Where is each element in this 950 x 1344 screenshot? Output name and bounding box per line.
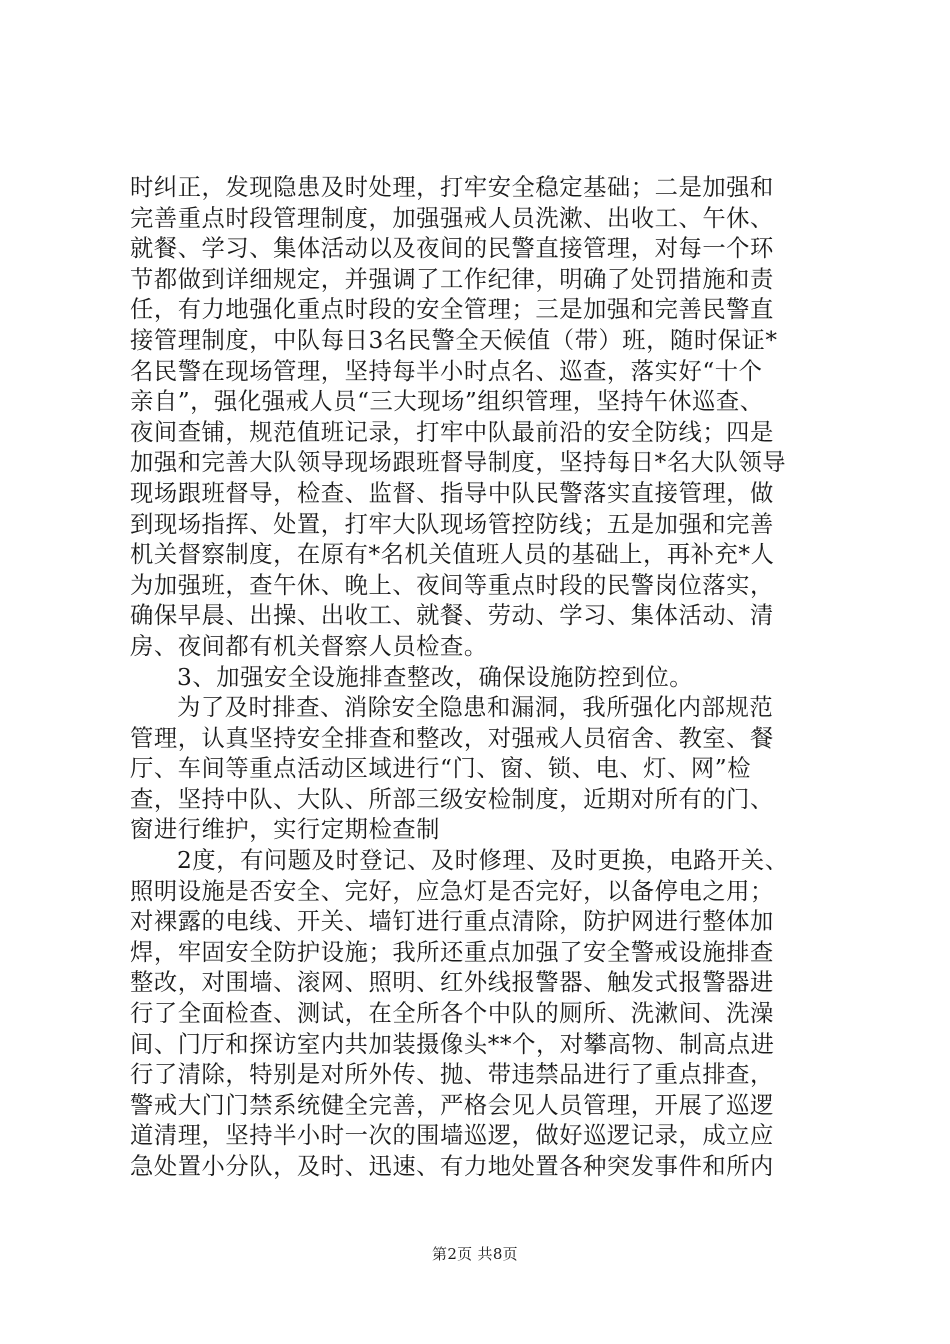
text-line: 节都做到详细规定，并强调了工作纪律，明确了处罚措施和责 (130, 265, 774, 293)
text-line: 警戒大门门禁系统健全完善，严格会见人员管理，开展了巡逻 (130, 1091, 774, 1119)
text-line: 对裸露的电线、开关、墙钉进行重点清除，防护网进行整体加 (130, 908, 774, 936)
text-line: 接管理制度，中队每日3名民警全天候值（带）班，随时保证* (130, 326, 778, 354)
paragraph-first-line: 为了及时排查、消除安全隐患和漏洞，我所强化内部规范 (177, 694, 774, 722)
text-line: 间、门厅和探访室内共加装摄像头**个，对攀高物、制高点进 (130, 1030, 775, 1058)
text-line: 焊，牢固安全防护设施；我所还重点加强了安全警戒设施排查 (130, 938, 774, 966)
text-line: 加强和完善大队领导现场跟班督导制度，坚持每日*名大队领导 (130, 449, 787, 477)
text-line: 整改，对围墙、滚网、照明、红外线报警器、触发式报警器进 (130, 969, 774, 997)
text-line: 照明设施是否安全、完好，应急灯是否完好，以备停电之用； (130, 877, 774, 905)
paragraph-first-line: 2度，有问题及时登记、及时修理、及时更换，电路开关、 (177, 847, 789, 875)
section-heading: 3、加强安全设施排查整改，确保设施防控到位。 (177, 663, 694, 691)
text-line: 名民警在现场管理，坚持每半小时点名、巡查，落实好“十个 (130, 357, 763, 385)
text-line: 夜间查铺，规范值班记录，打牢中队最前沿的安全防线；四是 (130, 418, 774, 446)
text-line: 时纠正，发现隐患及时处理，打牢安全稳定基础；二是加强和 (130, 174, 774, 201)
text-line: 查，坚持中队、大队、所部三级安检制度，近期对所有的门、 (130, 785, 774, 813)
text-line: 道清理，坚持半小时一次的围墙巡逻，做好巡逻记录，成立应 (130, 1122, 774, 1150)
text-line: 房、夜间都有机关督察人员检查。 (130, 632, 488, 660)
text-line: 厅、车间等重点活动区域进行“门、窗、锁、电、灯、网”检 (130, 755, 752, 783)
text-line: 急处置小分队，及时、迅速、有力地处置各种突发事件和所内 (130, 1153, 774, 1180)
text-line: 机关督察制度，在原有*名机关值班人员的基础上，再补充*人 (130, 541, 775, 569)
text-line: 就餐、学习、集体活动以及夜间的民警直接管理，对每一个环 (130, 235, 774, 263)
text-line: 现场跟班督导，检查、监督、指导中队民警落实直接管理，做 (130, 479, 774, 507)
text-line: 行了全面检查、测试，在全所各个中队的厕所、洗漱间、洗澡 (130, 1000, 774, 1028)
text-line: 完善重点时段管理制度，加强强戒人员洗漱、出收工、午休、 (130, 204, 774, 232)
text-line: 管理，认真坚持安全排查和整改，对强戒人员宿舍、教室、餐 (130, 724, 774, 752)
text-line: 行了清除，特别是对所外传、抛、带违禁品进行了重点排查， (130, 1061, 774, 1089)
text-line: 为加强班，查午休、晚上、夜间等重点时段的民警岗位落实， (130, 571, 774, 599)
text-line: 到现场指挥、处置，打牢大队现场管控防线；五是加强和完善 (130, 510, 774, 538)
text-line: 任，有力地强化重点时段的安全管理；三是加强和完善民警直 (130, 296, 774, 324)
text-line: 窗进行维护，实行定期检查制 (130, 816, 441, 844)
text-line: 亲自”，强化强戒人员“三大现场”组织管理，坚持午休巡查、 (130, 388, 764, 416)
text-line: 确保早晨、出操、出收工、就餐、劳动、学习、集体活动、清 (130, 602, 774, 630)
page-number: 第2页 共8页 (432, 1245, 518, 1263)
body-text (130, 173, 830, 1183)
